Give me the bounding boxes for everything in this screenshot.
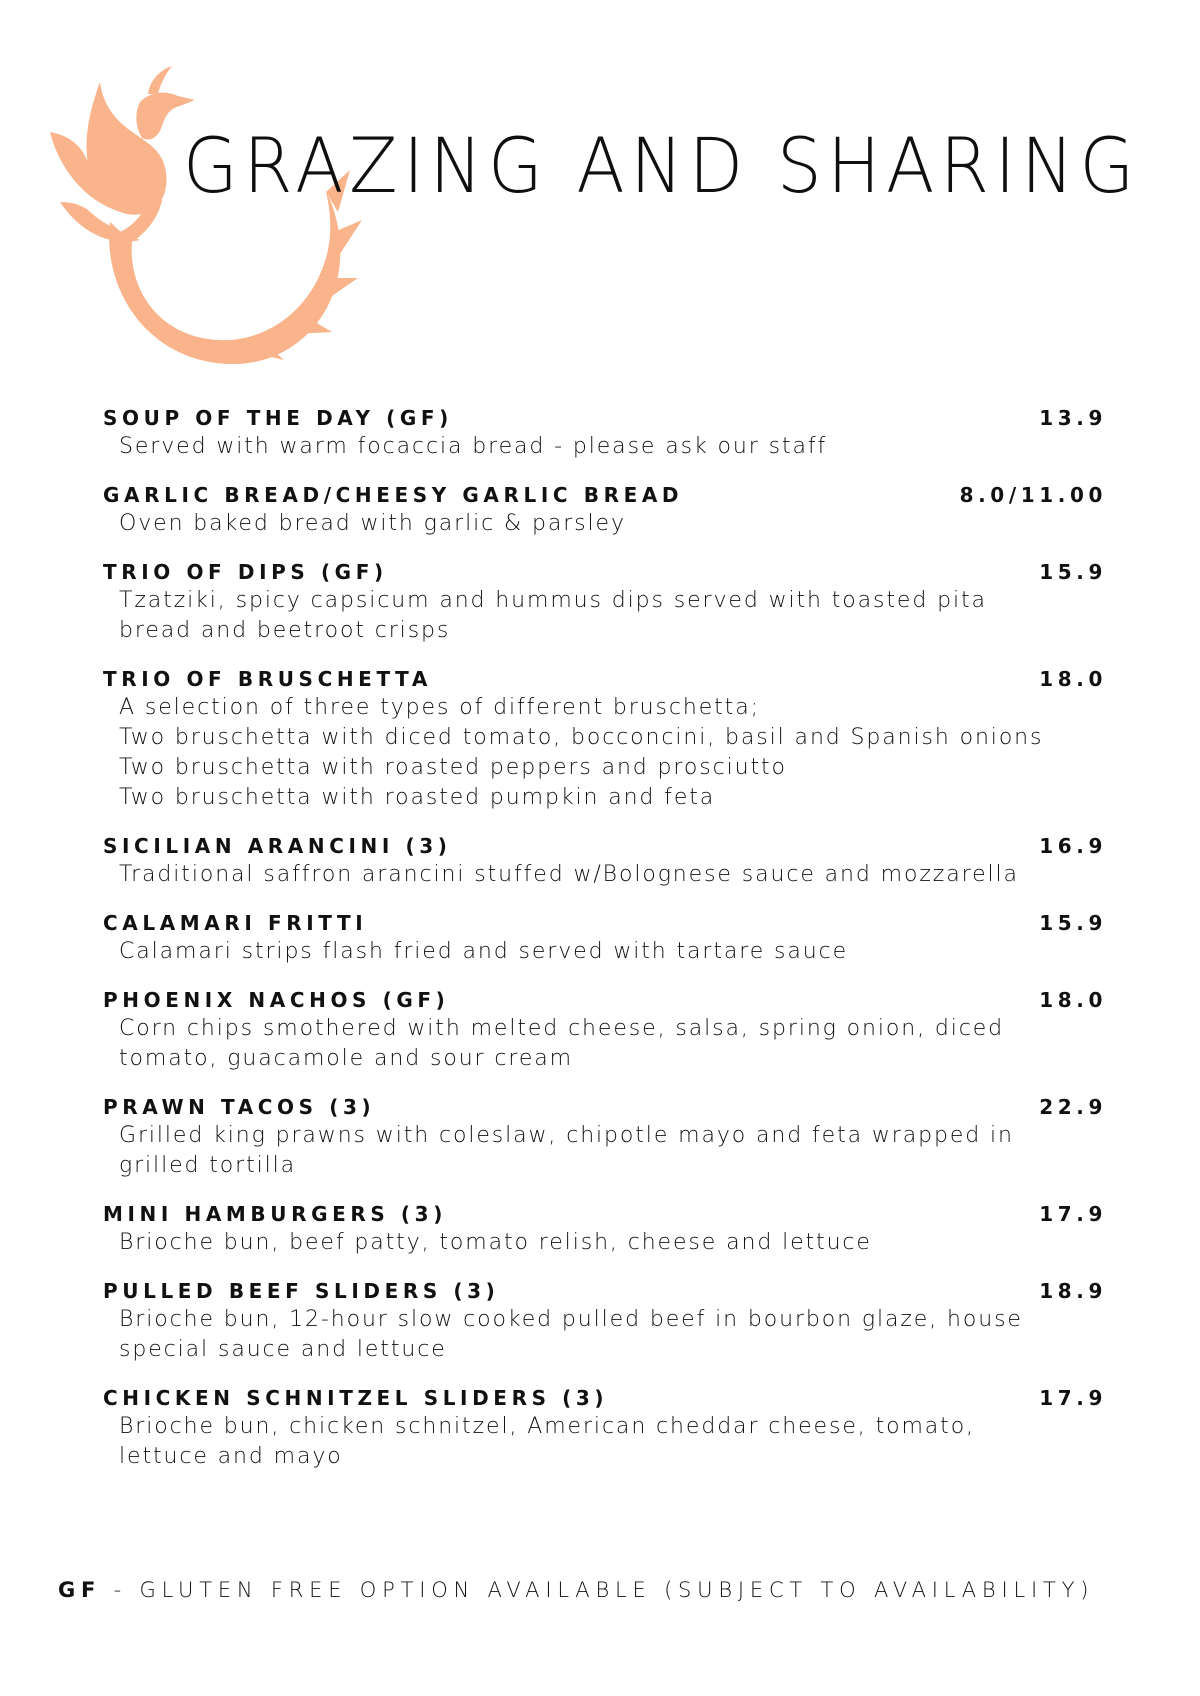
menu-item-price: 13.9 xyxy=(1039,406,1107,430)
menu-item-name: SICILIAN ARANCINI (3) xyxy=(103,834,452,858)
menu-item-description-line: Two bruschetta with diced tomato, bocconcini, basil and Spanish onions xyxy=(119,725,1044,750)
menu-item xyxy=(103,1277,1107,1365)
menu-item-price: 18.0 xyxy=(1039,667,1107,691)
menu-item-name: MINI HAMBURGERS (3) xyxy=(103,1202,447,1226)
menu-item-description-line: Corn chips smothered with melted cheese, salsa, spring onion, diced xyxy=(119,1016,1005,1041)
menu-item xyxy=(103,986,1107,1074)
menu-item-description-line: Served with warm focaccia bread - please ask our staff xyxy=(119,434,828,459)
menu-item-description-line: Two bruschetta with roasted pumpkin and feta xyxy=(119,785,716,810)
item-spacer xyxy=(103,1074,1103,1093)
menu-item-description xyxy=(119,586,1103,646)
menu-item-description xyxy=(119,1121,1103,1181)
menu-item-description-line: tomato, guacamole and sour cream xyxy=(119,1046,573,1071)
menu-item-price: 17.9 xyxy=(1039,1386,1107,1410)
item-spacer xyxy=(103,1365,1103,1384)
menu-item-header xyxy=(103,558,1107,586)
menu-item-price: 22.9 xyxy=(1039,1095,1107,1119)
menu-item-description-line: bread and beetroot crisps xyxy=(119,618,451,643)
menu-item-header xyxy=(103,1200,1107,1228)
menu-item-header xyxy=(103,909,1107,937)
menu-item xyxy=(103,1384,1107,1472)
menu-item xyxy=(103,909,1107,967)
menu-item-description-line: grilled tortilla xyxy=(119,1153,297,1178)
menu-item-description-line: Brioche bun, chicken schnitzel, American cheddar cheese, tomato, xyxy=(119,1414,975,1439)
menu-item xyxy=(103,558,1107,646)
menu-item-price: 8.0/11.00 xyxy=(959,483,1107,507)
menu-item xyxy=(103,404,1107,462)
menu-item-name: GARLIC BREAD/CHEESY GARLIC BREAD xyxy=(103,483,684,507)
menu-item-name: PRAWN TACOS (3) xyxy=(103,1095,376,1119)
menu-item-price: 15.9 xyxy=(1039,560,1107,584)
menu-item-header xyxy=(103,986,1107,1014)
menu-item-name: TRIO OF BRUSCHETTA xyxy=(103,667,432,691)
menu-item xyxy=(103,832,1107,890)
menu-item xyxy=(103,665,1107,813)
menu-item-name: PHOENIX NACHOS (GF) xyxy=(103,988,450,1012)
item-spacer xyxy=(103,890,1103,909)
menu-item-description xyxy=(119,693,1103,813)
item-spacer xyxy=(103,1258,1103,1277)
footer-note xyxy=(58,1576,1094,1604)
menu-item-name: PULLED BEEF SLIDERS (3) xyxy=(103,1279,500,1303)
menu-item-description-line: Grilled king prawns with coleslaw, chipotle mayo and feta wrapped in xyxy=(119,1123,1014,1148)
menu-item-description-line: Brioche bun, beef patty, tomato relish, cheese and lettuce xyxy=(119,1230,872,1255)
menu-item-description-line: Traditional saffron arancini stuffed w/Bolognese sauce and mozzarella xyxy=(119,862,1019,887)
menu-item-description-line: Oven baked bread with garlic & parsley xyxy=(119,511,626,536)
menu-item-description-line: lettuce and mayo xyxy=(119,1444,343,1469)
menu-item xyxy=(103,1200,1107,1258)
footer-text: GLUTEN FREE OPTION AVAILABLE (SUBJECT TO AVAILABILITY) xyxy=(139,1578,1095,1602)
menu-item-description xyxy=(119,1014,1103,1074)
menu-item-name: TRIO OF DIPS (GF) xyxy=(103,560,388,584)
item-spacer xyxy=(103,462,1103,481)
menu-item-description xyxy=(119,860,1103,890)
menu-item-header xyxy=(103,1384,1107,1412)
menu-item xyxy=(103,1093,1107,1181)
menu-item-description-line: Tzatziki, spicy capsicum and hummus dips served with toasted pita xyxy=(119,588,987,613)
menu-item-description xyxy=(119,1412,1103,1472)
menu-item-description xyxy=(119,937,1103,967)
menu-item-header xyxy=(103,1093,1107,1121)
item-spacer xyxy=(103,813,1103,832)
menu-item-header xyxy=(103,1277,1107,1305)
menu-item-price: 18.0 xyxy=(1039,988,1107,1012)
page-title: GRAZING AND SHARING xyxy=(183,121,1140,210)
footer-separator: - xyxy=(101,1578,140,1602)
menu-item-price: 16.9 xyxy=(1039,834,1107,858)
menu-item-description xyxy=(119,1305,1103,1365)
item-spacer xyxy=(103,646,1103,665)
item-spacer xyxy=(103,539,1103,558)
menu-list xyxy=(103,404,1107,1472)
menu-item-description xyxy=(119,432,1103,462)
menu-item-header xyxy=(103,404,1107,432)
menu-item-description xyxy=(119,1228,1103,1258)
item-spacer xyxy=(103,1181,1103,1200)
menu-item-description-line: A selection of three types of different bruschetta; xyxy=(119,695,760,720)
item-spacer xyxy=(103,967,1103,986)
menu-item-header xyxy=(103,481,1107,509)
phoenix-logo-icon xyxy=(40,42,380,392)
menu-item-description-line: special sauce and lettuce xyxy=(119,1337,447,1362)
menu-item-price: 18.9 xyxy=(1039,1279,1107,1303)
menu-item-header xyxy=(103,665,1107,693)
menu-item xyxy=(103,481,1107,539)
menu-item-price: 17.9 xyxy=(1039,1202,1107,1226)
menu-item-name: CALAMARI FRITTI xyxy=(103,911,368,935)
menu-item-header xyxy=(103,832,1107,860)
menu-item-description-line: Two bruschetta with roasted peppers and prosciutto xyxy=(119,755,787,780)
menu-item-name: SOUP OF THE DAY (GF) xyxy=(103,406,453,430)
menu-item-price: 15.9 xyxy=(1039,911,1107,935)
menu-item-description-line: Calamari strips flash fried and served with tartare sauce xyxy=(119,939,849,964)
menu-item-name: CHICKEN SCHNITZEL SLIDERS (3) xyxy=(103,1386,609,1410)
menu-item-description-line: Brioche bun, 12-hour slow cooked pulled beef in bourbon glaze, house xyxy=(119,1307,1023,1332)
footer-key: GF xyxy=(58,1578,102,1602)
menu-item-description xyxy=(119,509,1103,539)
